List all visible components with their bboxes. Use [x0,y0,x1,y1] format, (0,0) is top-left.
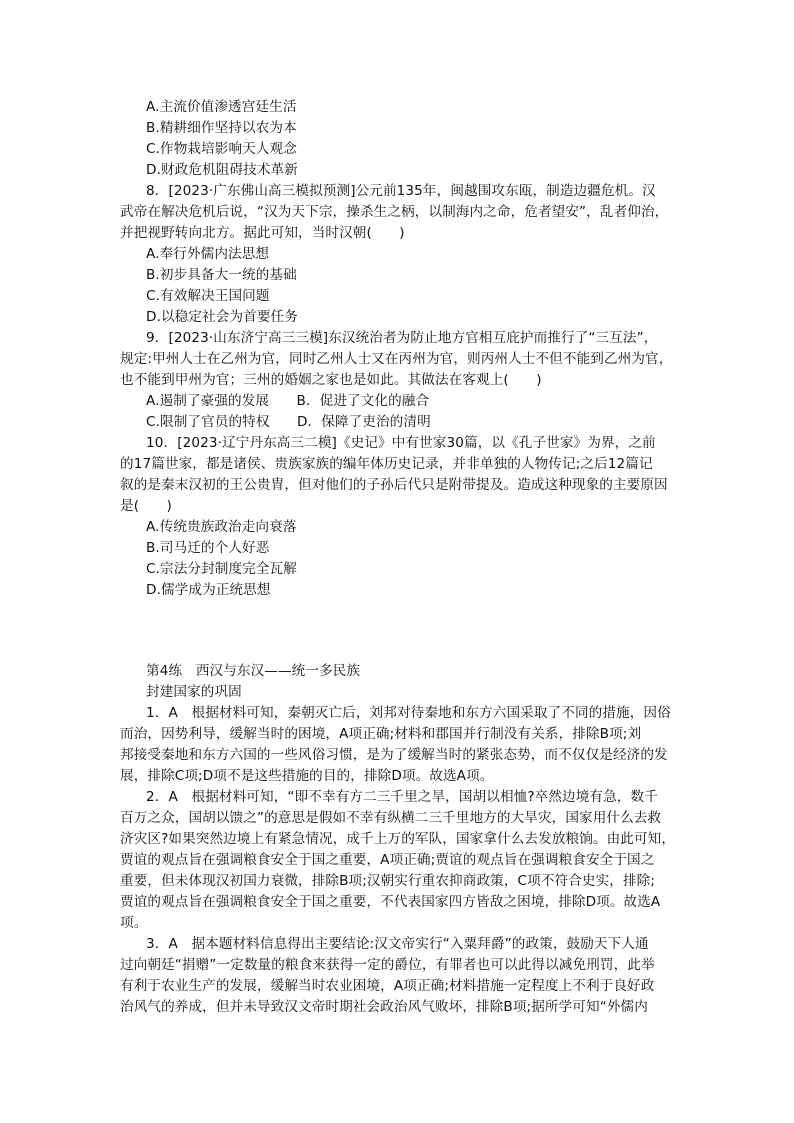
question-line: 8．[2023·广东佛山高三模拟预测]公元前135年，闽越围攻东瓯，制造边疆危机。汉 [146,183,656,199]
question-line: 武帝在解决危机后说，“汉为天下宗，操杀生之柄，以制海内之命，危者望安”，乱者仰治， [120,204,669,220]
question-line: C.有效解决王国问题 [146,288,270,304]
answer-line: 3．A 据本题材料信息得出主要结论:汉文帝实行“入粟拜爵”的政策，鼓励天下人通 [146,936,649,952]
question-line: A.遏制了豪强的发展 B．促进了文化的融合 [146,393,430,409]
question-line: C.作物栽培影响天人观念 [146,141,297,157]
answer-line: 有利于农业生产的发展，缓解当时农业困境，A项正确;材料措施一定程度上不利于良好政 [120,978,655,994]
answer-line: 邦接受秦地和东方六国的一些风俗习惯，是为了缓解当时的紧张态势，而不仅仅是经济的发 [120,747,668,763]
answer-line: 2．A 根据材料可知，“即不幸有方二三千里之旱，国胡以相恤?卒然边境有急，数千 [146,789,658,805]
question-line: C.宗法分封制度完全瓦解 [146,561,297,577]
question-line: 也不能到甲州为官；三州的婚姻之家也是如此。其做法在客观上( ) [120,372,542,388]
question-line: A.主流价值渗透宫廷生活 [146,99,297,115]
answer-line: 治风气的养成，但并未导致汉文帝时期社会政治风气败坏，排除B项;据所学可知“外儒内 [120,999,648,1015]
answer-line: 过向朝廷“捐赠”一定数量的粮食来获得一定的爵位，有罪者也可以此得以减免刑罚，此举 [120,957,655,973]
answer-line: 展，排除C项;D项不是这些措施的目的，排除D项。故选A项。 [120,768,494,784]
answer-line: 项。 [120,915,148,931]
question-line: 是( ) [120,498,172,514]
question-line: 并把视野转向北方。据此可知，当时汉朝( ) [120,225,405,241]
question-line: 10．[2023·辽宁丹东高三二模]《史记》中有世家30篇，以《孔子世家》为界，之前 [146,435,656,451]
answer-line: 贾谊的观点旨在强调粮食安全于国之重要，A项正确;贾谊的观点旨在强调粮食安全于国之 [120,852,655,868]
question-line: 叙的是秦末汉初的王公贵胄，但对他们的子孙后代只是附带提及。造成这种现象的主要原因 [120,477,668,493]
answer-line: 1．A 根据材料可知，秦朝灭亡后，刘邦对待秦地和东方六国采取了不同的措施，因俗 [146,705,671,721]
question-line: 规定:甲州人士在乙州为官，同时乙州人士又在丙州为官，则丙州人士不但不能到乙州为官， [120,351,673,367]
question-line: B.初步具备大一统的基础 [146,267,297,283]
answer-line: 济灾区?如果突然边境上有紧急情况，成千上万的军队，国家拿什么去发放粮饷。由此可知， [120,831,676,847]
question-line: A.奉行外儒内法思想 [146,246,270,262]
answer-line: 百万之众，国胡以馈之”的意思是假如不幸有纵横二三千里地方的大旱灾，国家用什么去救 [120,810,662,826]
question-line: D.财政危机阻碍技术革新 [146,162,298,178]
question-line: B.精耕细作坚持以农为本 [146,120,297,136]
answer-line: 封建国家的巩固 [146,684,242,700]
question-line: 的17篇世家，都是诸侯、贵族家族的编年体历史记录，并非单独的人物传记;之后12篇记 [120,456,653,472]
question-line: A.传统贵族政治走向衰落 [146,519,297,535]
question-line: D.以稳定社会为首要任务 [146,309,298,325]
question-line: 9．[2023·山东济宁高三三模]东汉统治者为防止地方官相互庇护而推行了“三互法”， [146,330,658,346]
answer-line: 而治，因势利导，缓解当时的困境，A项正确;材料和郡国并行制没有关系，排除B项;刘 [120,726,642,742]
answer-line: 贾谊的观点旨在强调粮食安全于国之重要，不代表国家四方皆敌之困境，排除D项。故选A [120,894,661,910]
answer-line: 第4练 西汉与东汉——统一多民族 [146,663,361,679]
question-line: C.限制了官员的特权 D．保障了吏治的清明 [146,414,431,430]
question-line: B.司马迁的个人好恶 [146,540,270,556]
answer-line: 重要，但未体现汉初国力衰微，排除B项;汉朝实行重农抑商政策，C项不符合史实，排除; [120,873,656,889]
question-line: D.儒学成为正统思想 [146,582,271,598]
